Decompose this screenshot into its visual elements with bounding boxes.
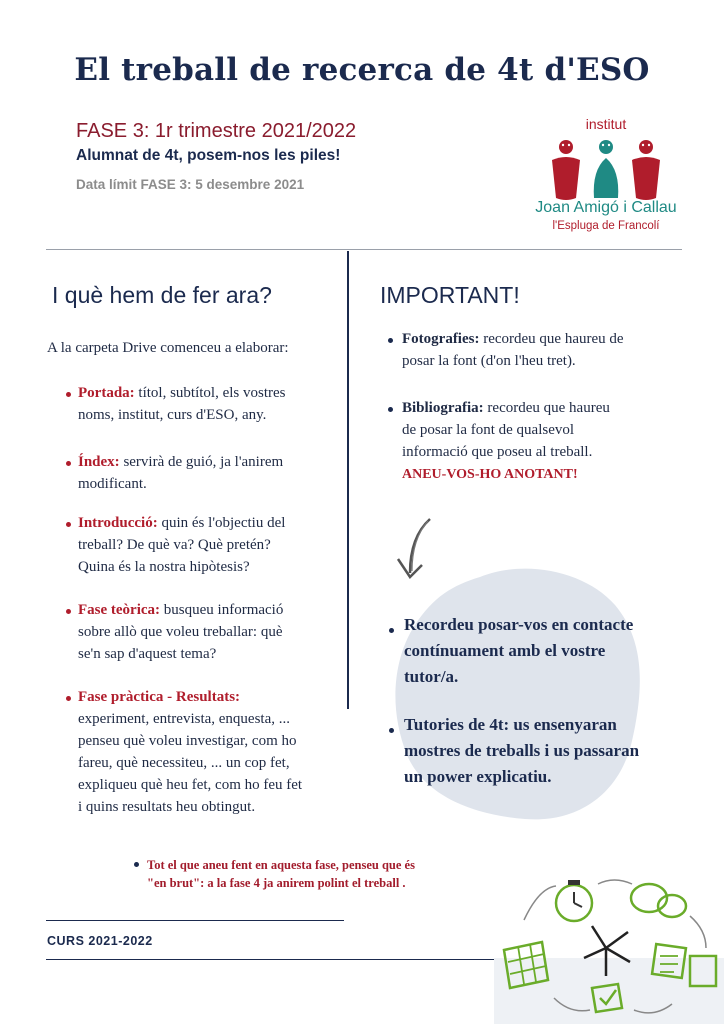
item-text: noms, institut, curs d'ESO, any. xyxy=(78,407,267,423)
emphasis-text: ANEU-VOS-HO ANOTANT! xyxy=(402,467,578,482)
item-text: servirà de guió, ja l'anirem xyxy=(119,454,284,470)
chat-bubbles-icon xyxy=(631,884,686,917)
bullet xyxy=(388,407,393,412)
item-text: recordeu que haureu xyxy=(483,400,610,416)
school-logo xyxy=(528,116,684,240)
item-text: treball? De què va? Què pretén? xyxy=(78,537,271,553)
logo-town: l'Espluga de Francolí xyxy=(552,220,660,232)
item-text: sobre allò que voleu treballar: què xyxy=(78,624,283,640)
item-label: Bibliografia: xyxy=(402,400,484,416)
bullet xyxy=(66,392,71,397)
highlight-text: Tutories de 4t: us ensenyaran xyxy=(404,715,617,734)
list-item-fotografies xyxy=(402,328,624,372)
bullet xyxy=(66,461,71,466)
footer-divider xyxy=(46,920,344,921)
list-item-introduccio xyxy=(78,512,285,578)
item-text: títol, subtítol, els vostres xyxy=(134,385,286,401)
logo-school-name: Joan Amigó i Callau xyxy=(535,199,677,216)
item-label: Fase pràctica - Resultats: xyxy=(78,689,241,705)
highlight-text: Recordeu posar-vos en contacte xyxy=(404,615,634,634)
list-item-fase-practica xyxy=(78,686,302,818)
bullet xyxy=(66,609,71,614)
bullet xyxy=(66,696,71,701)
item-text: se'n sap d'aquest tema? xyxy=(78,646,217,662)
left-heading: I què hem de fer ara? xyxy=(52,282,272,308)
item-text: penseu què voleu investigar, com ho xyxy=(78,733,297,749)
item-text: expliqueu què heu fet, com ho feu fet xyxy=(78,777,303,793)
highlight-tutories xyxy=(404,712,639,790)
item-text: modificant. xyxy=(78,476,147,492)
item-label: Índex: xyxy=(78,454,120,470)
students-subtitle: Alumnat de 4t, posem-nos les piles! xyxy=(76,147,341,164)
column-divider xyxy=(347,251,349,709)
highlight-text: mostres de treballs i us passaran xyxy=(404,741,640,760)
highlight-text: tutor/a. xyxy=(404,667,459,686)
item-text: busqueu informació xyxy=(160,602,284,618)
item-label: Portada: xyxy=(78,385,135,401)
bullet xyxy=(388,338,393,343)
item-text: quin és l'objectiu del xyxy=(157,515,286,531)
header-divider xyxy=(46,249,682,250)
item-label: Introducció: xyxy=(78,515,158,531)
highlight-text: contínuament amb el vostre xyxy=(404,641,606,660)
item-label: Fotografies: xyxy=(402,331,480,347)
highlight-text: un power explicatiu. xyxy=(404,767,552,786)
note-line: "en brut": a la fase 4 ja anirem polint el treball . xyxy=(147,876,406,890)
highlight-contact xyxy=(404,612,633,690)
item-text: Quina és la nostra hipòtesis? xyxy=(78,559,250,575)
list-item-fase-teorica xyxy=(78,599,283,665)
logo-figures-icon xyxy=(528,134,684,204)
bullet xyxy=(389,728,394,733)
logo-top-text: institut xyxy=(585,116,627,132)
workflow-illustration xyxy=(494,858,724,1024)
list-item-bibliografia xyxy=(402,397,610,486)
bullet xyxy=(134,862,139,867)
right-heading: IMPORTANT! xyxy=(380,282,520,308)
list-item-index xyxy=(78,451,283,495)
item-text: informació que poseu al treball. xyxy=(402,444,593,460)
intro-text: A la carpeta Drive comenceu a elaborar: xyxy=(47,340,289,356)
course-label: CURS 2021-2022 xyxy=(47,934,153,948)
item-text: i quins resultats heu obtingut. xyxy=(78,799,256,815)
item-text: fareu, què necessiteu, ... un cop fet, xyxy=(78,755,290,771)
item-text: recordeu que haureu de xyxy=(479,331,624,347)
note-text xyxy=(147,856,467,892)
item-text: posar la font (d'on l'heu tret). xyxy=(402,353,576,369)
item-label: Fase teòrica: xyxy=(78,602,161,618)
item-text: de posar la font de qualsevol xyxy=(402,422,575,438)
phase-heading: FASE 3: 1r trimestre 2021/2022 xyxy=(76,120,357,142)
list-item-portada xyxy=(78,382,286,426)
item-text: experiment, entrevista, enquesta, ... xyxy=(78,711,291,727)
deadline-text: Data límit FASE 3: 5 desembre 2021 xyxy=(76,177,305,192)
page-title: El treball de recerca de 4t d'ESO xyxy=(74,52,650,88)
note-line: Tot el que aneu fent en aquesta fase, penseu que és xyxy=(147,858,415,872)
bullet xyxy=(66,522,71,527)
clock-icon xyxy=(556,880,592,921)
bullet xyxy=(389,628,394,633)
